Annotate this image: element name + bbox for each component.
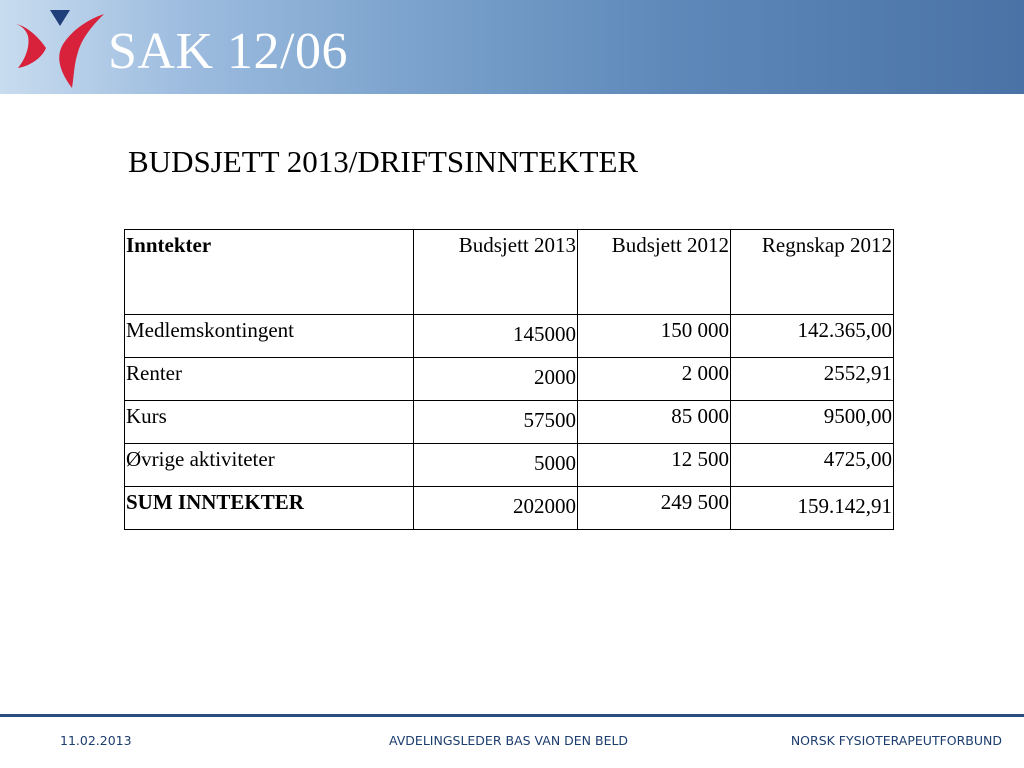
column-header: Budsjett 2013 xyxy=(414,230,578,315)
table-row xyxy=(125,358,894,401)
table-cell: 145000 xyxy=(414,315,578,358)
table-cell: 5000 xyxy=(414,444,578,487)
table-cell: 9500,00 xyxy=(731,401,894,444)
row-label: SUM INNTEKTER xyxy=(125,487,414,530)
row-label: Medlemskontingent xyxy=(125,315,414,358)
table-cell: 249 500 xyxy=(578,487,731,530)
footer-author: AVDELINGSLEDER BAS VAN DEN BELD xyxy=(389,733,629,748)
slide-title: SAK 12/06 xyxy=(108,23,348,80)
column-header: Regnskap 2012 xyxy=(731,230,894,315)
table-cell: 142.365,00 xyxy=(731,315,894,358)
table-cell: 85 000 xyxy=(578,401,731,444)
table-row xyxy=(125,401,894,444)
table-cell: 159.142,91 xyxy=(731,487,894,530)
column-header: Budsjett 2012 xyxy=(578,230,731,315)
row-label: Kurs xyxy=(125,401,414,444)
budget-table xyxy=(124,229,894,530)
nff-logo-icon xyxy=(12,6,108,90)
footer-date: 11.02.2013 xyxy=(60,733,132,748)
table-header-row xyxy=(125,230,894,315)
row-label: Øvrige aktiviteter xyxy=(125,444,414,487)
table-cell: 150 000 xyxy=(578,315,731,358)
column-header: Inntekter xyxy=(125,230,414,315)
footer-divider xyxy=(0,714,1024,717)
row-label: Renter xyxy=(125,358,414,401)
table-cell: 57500 xyxy=(414,401,578,444)
table-cell: 2 000 xyxy=(578,358,731,401)
table-cell: 2552,91 xyxy=(731,358,894,401)
table-row xyxy=(125,315,894,358)
table-cell: 2000 xyxy=(414,358,578,401)
header-banner xyxy=(0,0,1024,94)
table-cell: 4725,00 xyxy=(731,444,894,487)
footer-organization: NORSK FYSIOTERAPEUTFORBUND xyxy=(790,733,1002,748)
section-heading: BUDSJETT 2013/DRIFTSINNTEKTER xyxy=(128,144,639,179)
table-cell: 202000 xyxy=(414,487,578,530)
table-cell: 12 500 xyxy=(578,444,731,487)
table-total-row xyxy=(125,487,894,530)
table-row xyxy=(125,444,894,487)
